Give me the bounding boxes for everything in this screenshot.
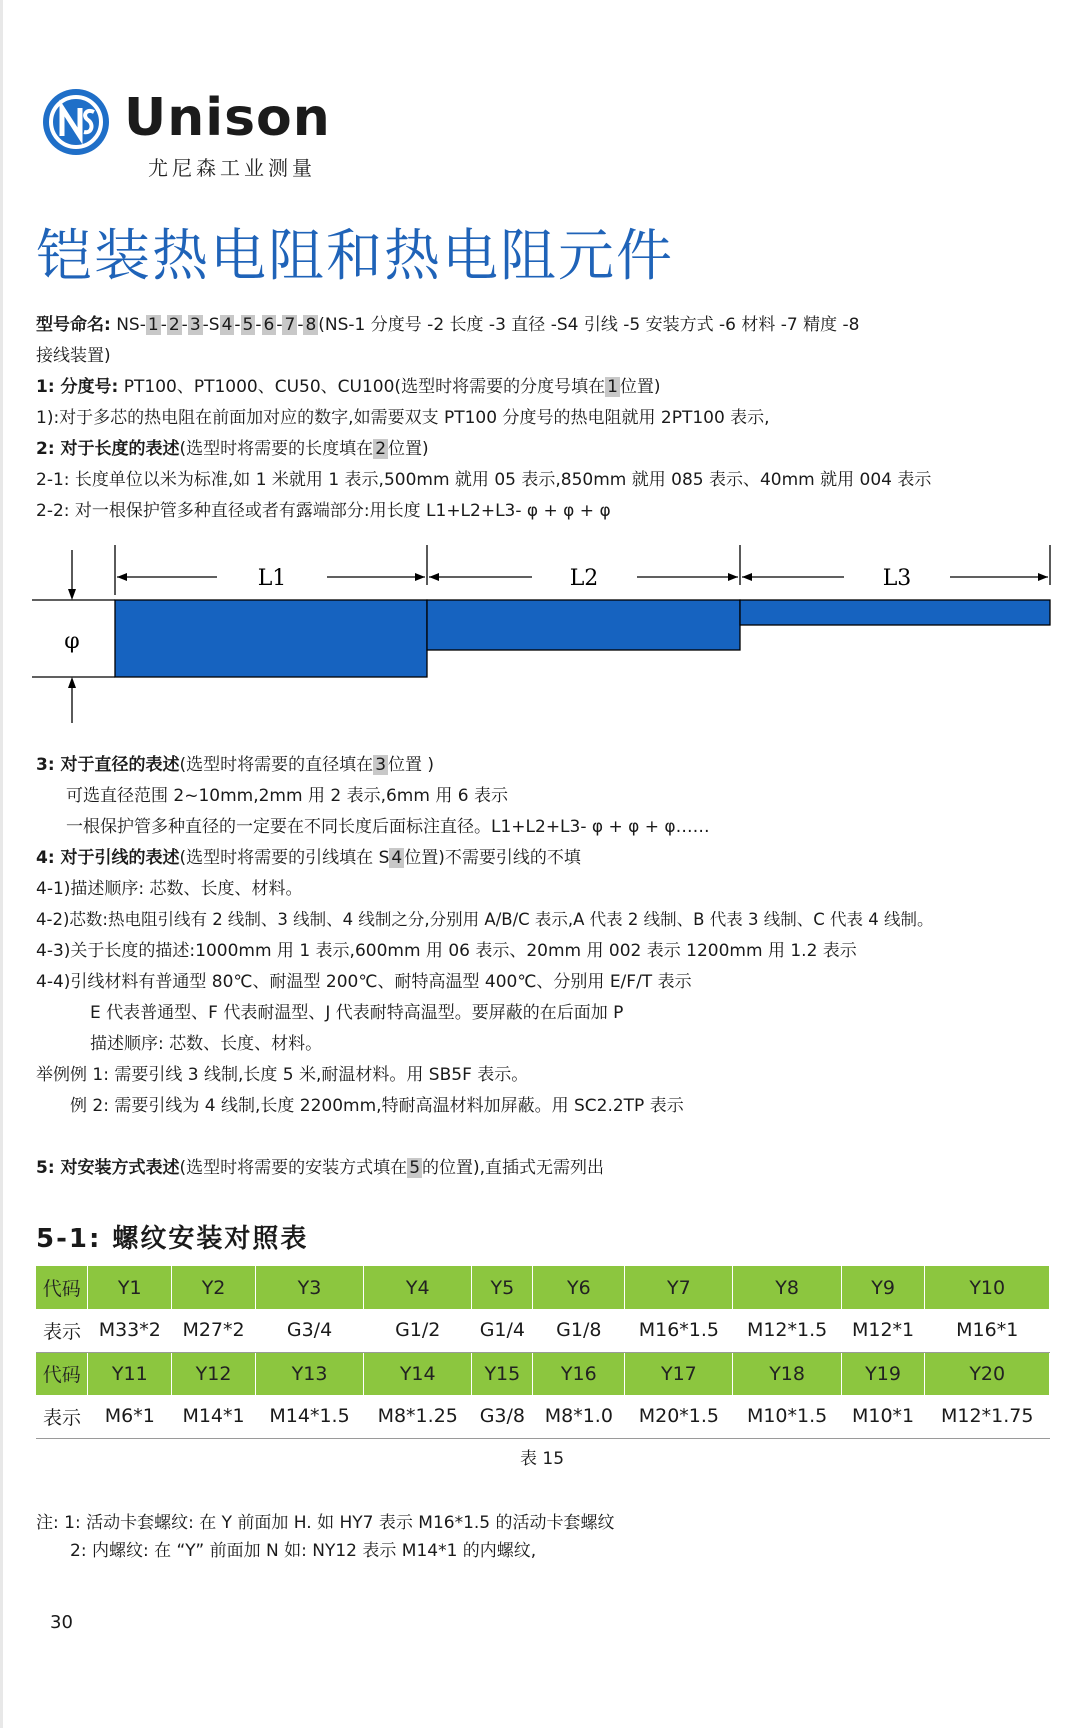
section-4-4: 4-4)引线材料有普通型 80℃、耐温型 200℃、耐特高温型 400℃、分别用 E/F/T 表示 bbox=[36, 972, 692, 992]
label-l3: L3 bbox=[882, 566, 912, 591]
model-code-4-num: 4 bbox=[221, 315, 233, 335]
section-4-hl: 4 bbox=[391, 848, 403, 868]
section-4-6: 描述顺序: 芯数、长度、材料。 bbox=[90, 1034, 323, 1054]
code-cell: Y2 bbox=[172, 1266, 256, 1309]
code-cell: Y5 bbox=[472, 1266, 533, 1309]
logo-mark-icon bbox=[40, 86, 112, 158]
table-row bbox=[36, 1395, 1050, 1438]
code-cell: Y8 bbox=[733, 1266, 841, 1309]
section-4-text: (选型时将需要的引线填在 S bbox=[179, 848, 390, 868]
model-naming-line: 型号命名: NS- 1 - 2 - 3 -S 4 - 5 - 6 - 7 - 8 (NS-1 分度号 -2 长度 -3 直径 -S4 引线 -5 安装方式 -6 材料 -7 精度 -8 bbox=[36, 315, 860, 335]
code-cell: Y6 bbox=[533, 1266, 625, 1309]
value-cell: M14*1.5 bbox=[255, 1395, 363, 1438]
value-cell: M12*1.5 bbox=[733, 1309, 841, 1352]
code-cell: Y20 bbox=[925, 1352, 1050, 1395]
value-cell: M12*1.75 bbox=[925, 1395, 1050, 1438]
model-explain-2: 接线装置) bbox=[36, 346, 111, 366]
brand-logo bbox=[40, 86, 360, 178]
value-cell: G1/2 bbox=[364, 1309, 472, 1352]
section-3-head bbox=[36, 754, 434, 776]
page-edge bbox=[0, 0, 3, 1728]
section-2-label: 2: 对于长度的表述 bbox=[36, 439, 180, 459]
section-1-label: 1: 分度号: bbox=[36, 377, 119, 397]
code-cell: Y19 bbox=[841, 1352, 925, 1395]
value-cell: M8*1.25 bbox=[364, 1395, 472, 1438]
section-4-3: 4-3)关于长度的描述:1000mm 用 1 表示,600mm 用 06 表示、20mm 用 002 表示 1200mm 用 1.2 表示 bbox=[36, 941, 857, 961]
section-2-2: 2-2: 对一根保护管多种直径或者有露端部分:用长度 L1+L2+L3- φ + φ + φ bbox=[36, 501, 611, 521]
model-code-2: 2 bbox=[168, 315, 180, 335]
section-1-head bbox=[36, 376, 661, 398]
section-4-head bbox=[36, 847, 581, 869]
section-3-tail: 位置 ) bbox=[388, 755, 435, 775]
example-2: 例 2: 需要引线为 4 线制,长度 2200mm,特耐高温材料加屏蔽。用 SC2.2TP 表示 bbox=[70, 1096, 684, 1116]
section-1-tail: 位置) bbox=[619, 377, 661, 397]
value-cell: M10*1 bbox=[841, 1395, 925, 1438]
page-title: 铠装热电阻和热电阻元件 bbox=[36, 224, 674, 289]
value-cell: G1/4 bbox=[472, 1309, 533, 1352]
section-3-label: 3: 对于直径的表述 bbox=[36, 755, 180, 775]
model-code-3: 3 bbox=[189, 315, 201, 335]
table-row bbox=[36, 1309, 1050, 1352]
model-code-1: 1 bbox=[147, 315, 159, 335]
length-diameter-diagram bbox=[32, 545, 1052, 725]
section-2-head bbox=[36, 438, 429, 460]
code-cell: Y3 bbox=[255, 1266, 363, 1309]
value-cell: M6*1 bbox=[88, 1395, 172, 1438]
value-cell: G1/8 bbox=[533, 1309, 625, 1352]
value-cell: M16*1 bbox=[925, 1309, 1050, 1352]
note-1: 注: 1: 活动卡套螺纹: 在 Y 前面加 H. 如 HY7 表示 M16*1.5 的活动卡套螺纹 bbox=[36, 1513, 615, 1533]
section-3-text: (选型时将需要的直径填在 bbox=[179, 755, 374, 775]
section-3-line2: 一根保护管多种直径的一定要在不同长度后面标注直径。L1+L2+L3- φ + φ + φ…… bbox=[66, 817, 710, 837]
code-cell: Y7 bbox=[625, 1266, 733, 1309]
model-naming-label: 型号命名: bbox=[36, 315, 111, 335]
pipe-section-l3 bbox=[740, 600, 1050, 625]
section-1-line2: 1):对于多芯的热电阻在前面加对应的数字,如需要双支 PT100 分度号的热电阻就用 2PT100 表示, bbox=[36, 408, 770, 428]
model-code-5: 5 bbox=[242, 315, 254, 335]
code-cell: Y14 bbox=[364, 1352, 472, 1395]
value-cell: M20*1.5 bbox=[625, 1395, 733, 1438]
example-1: 举例例 1: 需要引线 3 线制,长度 5 米,耐温材料。用 SB5F 表示。 bbox=[36, 1065, 529, 1085]
pipe-section-l1 bbox=[115, 600, 427, 677]
code-cell: Y9 bbox=[841, 1266, 925, 1309]
section-2-1: 2-1: 长度单位以米为标准,如 1 米就用 1 表示,500mm 就用 05 表示,850mm 就用 085 表示、40mm 就用 004 表示 bbox=[36, 470, 932, 490]
section-2-hl: 2 bbox=[375, 439, 387, 459]
value-cell: M27*2 bbox=[172, 1309, 256, 1352]
thread-table-title: 5-1: 螺纹安装对照表 bbox=[36, 1224, 309, 1254]
code-cell: Y15 bbox=[472, 1352, 533, 1395]
code-cell: Y10 bbox=[925, 1266, 1050, 1309]
section-2-text: (选型时将需要的长度填在 bbox=[179, 439, 374, 459]
value-cell: G3/4 bbox=[255, 1309, 363, 1352]
table-caption: 表 15 bbox=[520, 1449, 565, 1469]
model-code-4: S 4 bbox=[208, 315, 233, 335]
section-1-hl: 1 bbox=[607, 377, 618, 397]
row-label-code: 代码 bbox=[36, 1352, 88, 1395]
note-2: 2: 内螺纹: 在 “Y” 前面加 N 如: NY12 表示 M14*1 的内螺纹, bbox=[70, 1541, 537, 1561]
value-cell: M33*2 bbox=[88, 1309, 172, 1352]
section-4-label: 4: 对于引线的表述 bbox=[36, 848, 180, 868]
code-cell: Y12 bbox=[172, 1352, 256, 1395]
row-label-show: 表示 bbox=[36, 1395, 88, 1438]
brand-name: Unison bbox=[124, 88, 331, 148]
section-4-5: E 代表普通型、F 代表耐温型、J 代表耐特高温型。要屏蔽的在后面加 P bbox=[90, 1003, 624, 1023]
code-cell: Y4 bbox=[364, 1266, 472, 1309]
model-code-8: 8 bbox=[305, 315, 317, 335]
value-cell: G3/8 bbox=[472, 1395, 533, 1438]
label-l2: L2 bbox=[569, 566, 599, 591]
section-5-tail: 的位置),直插式无需列出 bbox=[422, 1158, 605, 1178]
model-prefix: NS- bbox=[116, 315, 146, 335]
model-explain: (NS-1 分度号 -2 长度 -3 直径 -S4 引线 -5 安装方式 -6 材料 -7 精度 -8 bbox=[318, 315, 860, 335]
value-cell: M8*1.0 bbox=[533, 1395, 625, 1438]
brand-subtitle: 尤尼森工业测量 bbox=[148, 156, 316, 180]
section-5-head bbox=[36, 1157, 604, 1179]
section-1-text: PT100、PT1000、CU50、CU100(选型时将需要的分度号填在 bbox=[118, 377, 606, 397]
label-phi: φ bbox=[64, 629, 80, 654]
row-label-show: 表示 bbox=[36, 1309, 88, 1352]
section-5-hl: 5 bbox=[409, 1158, 421, 1178]
section-2-tail: 位置) bbox=[388, 439, 429, 459]
pipe-section-l2 bbox=[427, 600, 740, 650]
table-row bbox=[36, 1352, 1050, 1395]
value-cell: M12*1 bbox=[841, 1309, 925, 1352]
code-cell: Y18 bbox=[733, 1352, 841, 1395]
section-4-1: 4-1)描述顺序: 芯数、长度、材料。 bbox=[36, 879, 303, 899]
thread-table bbox=[36, 1266, 1050, 1439]
label-l1: L1 bbox=[257, 566, 287, 591]
value-cell: M14*1 bbox=[172, 1395, 256, 1438]
row-label-code: 代码 bbox=[36, 1266, 88, 1309]
code-cell: Y13 bbox=[255, 1352, 363, 1395]
code-cell: Y11 bbox=[88, 1352, 172, 1395]
code-cell: Y16 bbox=[533, 1352, 625, 1395]
section-3-hl: 3 bbox=[375, 755, 387, 775]
value-cell: M10*1.5 bbox=[733, 1395, 841, 1438]
section-4-tail: 位置)不需要引线的不填 bbox=[404, 848, 581, 868]
model-code-6: 6 bbox=[263, 315, 275, 335]
value-cell: M16*1.5 bbox=[625, 1309, 733, 1352]
table-row bbox=[36, 1266, 1050, 1309]
page-number: 30 bbox=[50, 1612, 73, 1633]
code-cell: Y1 bbox=[88, 1266, 172, 1309]
model-code-7: 7 bbox=[284, 315, 296, 335]
section-5-label: 5: 对安装方式表述 bbox=[36, 1158, 180, 1178]
section-4-2: 4-2)芯数:热电阻引线有 2 线制、3 线制、4 线制之分,分别用 A/B/C 表示,A 代表 2 线制、B 代表 3 线制、C 代表 4 线制。 bbox=[36, 910, 934, 929]
code-cell: Y17 bbox=[625, 1352, 733, 1395]
section-3-line1: 可选直径范围 2~10mm,2mm 用 2 表示,6mm 用 6 表示 bbox=[66, 786, 508, 806]
section-5-text: (选型时将需要的安装方式填在 bbox=[179, 1158, 408, 1178]
